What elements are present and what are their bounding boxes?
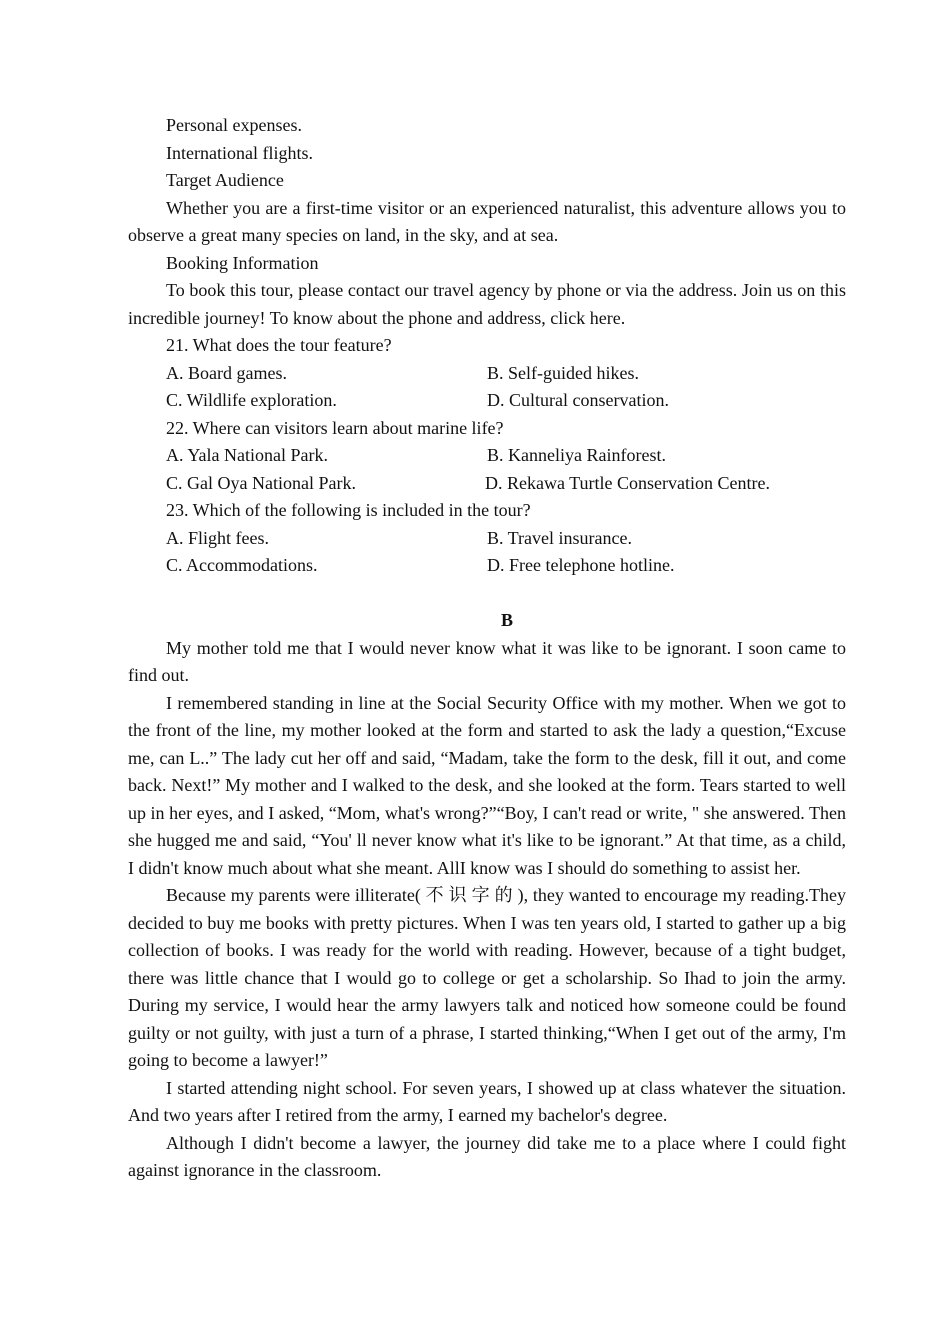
- passage-paragraph: Although I didn't become a lawyer, the journey did take me to a place where I could fight against ignorance in the classroom.: [128, 1132, 846, 1180]
- option-a: A. Yala National Park.: [166, 445, 328, 465]
- option-row: [128, 360, 846, 388]
- option-a: A. Board games.: [166, 362, 287, 383]
- option-d: D. Rekawa Turtle Conservation Centre.: [485, 472, 770, 493]
- section-title: B: [500, 610, 513, 630]
- passage-paragraph: My mother told me that I would never know what it was like to be ignorant. I soon came to find out.: [128, 637, 846, 685]
- option-b: B. Kanneliya Rainforest.: [487, 445, 666, 465]
- question-stem: 23. Which of the following is included in the tour?: [166, 500, 531, 520]
- target-audience-text: Whether you are a first-time visitor or an experienced naturalist, this adventure allows you to observe a great many species on land, in the sky, and at sea.: [128, 197, 846, 245]
- option-d: D. Cultural conservation.: [487, 390, 669, 410]
- option-a: A. Flight fees.: [166, 527, 269, 548]
- option-row: [128, 442, 846, 470]
- passage-paragraph: I started attending night school. For seven years, I showed up at class whatever the situation. And two years after I retired from the army, I earned my bachelor's degree.: [128, 1077, 846, 1125]
- option-b: B. Travel insurance.: [487, 527, 632, 548]
- option-c: C. Accommodations.: [166, 555, 318, 575]
- question-stem: 21. What does the tour feature?: [166, 335, 392, 355]
- option-row: [128, 470, 846, 498]
- excluded-item: International flights.: [166, 142, 313, 163]
- booking-information-text: To book this tour, please contact our travel agency by phone or via the address. Join us on this incredible journey! To know about the phone and address, click here.: [128, 280, 846, 328]
- booking-information-heading: Booking Information: [166, 252, 319, 273]
- option-c: C. Gal Oya National Park.: [166, 472, 356, 493]
- question-21: [128, 332, 846, 415]
- option-row: [128, 552, 846, 580]
- option-row: [128, 525, 846, 553]
- question-23: [128, 497, 846, 580]
- option-b: B. Self-guided hikes.: [487, 362, 639, 383]
- question-stem: 22. Where can visitors learn about marine life?: [166, 417, 504, 438]
- option-c: C. Wildlife exploration.: [166, 390, 337, 410]
- passage-paragraph: I remembered standing in line at the Social Security Office with my mother. When we got to the front of the line, my mother looked at the form and started to ask the lady a question,“Excuse me, can L..” The lady cut her off and said, “Madam, take the form to the desk, fill it out, and come back. Next!” My mother and I walked to the desk, and she looked at the form. Tears started to well up in her eyes, and I asked, “Mom, what's wrong?”“Boy, I can't read or write, " she answered. Then she hugged me and said, “You' ll never know what it's like to be ignorant.” At that time, as a child, I didn't know much about what she meant. AllI know was I should do something to assist her.: [128, 692, 846, 878]
- question-22: [128, 415, 846, 498]
- page-content: [128, 112, 846, 1185]
- passage-paragraph: Because my parents were illiterate( 不 识 字 的 ), they wanted to encourage my reading.They decided to buy me books with pretty pictures. When I was ten years old, I started to gather up a big collection of books. I was ready for the world with reading. However, because of a tight budget, there was little chance that I would go to college or get a scholarship. So Ihad to join the army. During my service, I would hear the army lawyers talk and noticed how someone could be found guilty or not guilty, with just a turn of a phrase, I started thinking,“When I get out of the army, I'm going to become a lawyer!”: [128, 885, 846, 1070]
- excluded-item: Personal expenses.: [166, 115, 302, 135]
- option-row: [128, 387, 846, 415]
- option-d: D. Free telephone hotline.: [487, 555, 675, 575]
- target-audience-heading: Target Audience: [166, 170, 284, 190]
